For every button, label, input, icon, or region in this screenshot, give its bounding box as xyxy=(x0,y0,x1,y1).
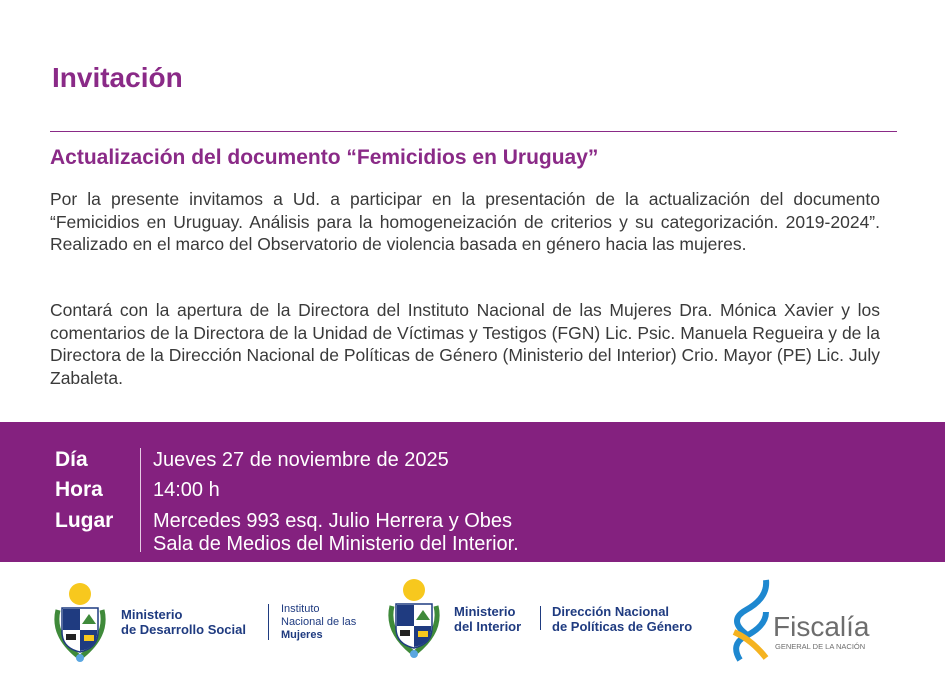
place-line1: Mercedes 993 esq. Julio Herrera y Obes xyxy=(153,510,513,532)
event-details-band xyxy=(0,422,945,562)
inmujeres-logo-text xyxy=(281,603,356,642)
mi-line2: del Interior xyxy=(454,619,522,634)
divider xyxy=(540,606,541,630)
dnpg-line1: Dirección Nacional xyxy=(552,604,670,619)
dnpg-line2: de Políticas de Género xyxy=(552,619,693,634)
place-label: Lugar xyxy=(55,509,114,532)
paragraph-invitation: Por la presente invitamos a Ud. a participar en la presentación de la actualización del documento “Femicidios en Uruguay. Análisis para la homogeneización de criterios y su categorización. 2019-2024”. Realizado en el marco del Observatorio de violencia basada en género hacia las mujeres. xyxy=(50,189,880,254)
dnpg-logo-text xyxy=(552,604,692,634)
uruguay-coat-of-arms-logo xyxy=(48,580,112,664)
time-label: Hora xyxy=(55,478,103,501)
uruguay-coat-of-arms-logo xyxy=(382,576,446,660)
day-label: Día xyxy=(55,448,88,471)
inmujeres-line3: Mujeres xyxy=(281,629,323,641)
inmujeres-line1: Instituto xyxy=(281,603,320,615)
day-value: Jueves 27 de noviembre de 2025 xyxy=(153,449,449,471)
divider xyxy=(268,604,269,640)
paragraph-speakers: Contará con la apertura de la Directora del Instituto Nacional de las Mujeres Dra. Mónica Xavier y los comentarios de la Directora de la Unidad de Víctimas y Testigos (FGN) Lic. Psic. Manuela Regueira y de la Directora de la Dirección Nacional de Políticas de Género (Ministerio del Interior) Crio. Mayor (PE) Lic. July Zabaleta. xyxy=(50,300,880,388)
fiscalia-helix-logo xyxy=(726,578,772,662)
fiscalia-name: Fiscalía xyxy=(773,611,870,642)
mides-logo-text xyxy=(121,607,246,637)
fiscalia-subtitle: GENERAL DE LA NACIÓN xyxy=(775,642,866,651)
page-title: Invitación xyxy=(52,62,183,93)
mides-line1: Ministerio xyxy=(121,607,183,622)
time-value: 14:00 h xyxy=(153,479,220,501)
divider xyxy=(140,448,141,552)
ministerio-interior-logo-text xyxy=(454,604,521,634)
inmujeres-line2: Nacional de las xyxy=(281,616,357,628)
subtitle: Actualización del documento “Femicidios en Uruguay” xyxy=(50,146,599,169)
mi-line1: Ministerio xyxy=(454,604,516,619)
divider xyxy=(50,131,897,132)
place-line2: Sala de Medios del Ministerio del Interior. xyxy=(153,533,519,555)
mides-line2: de Desarrollo Social xyxy=(121,622,246,637)
